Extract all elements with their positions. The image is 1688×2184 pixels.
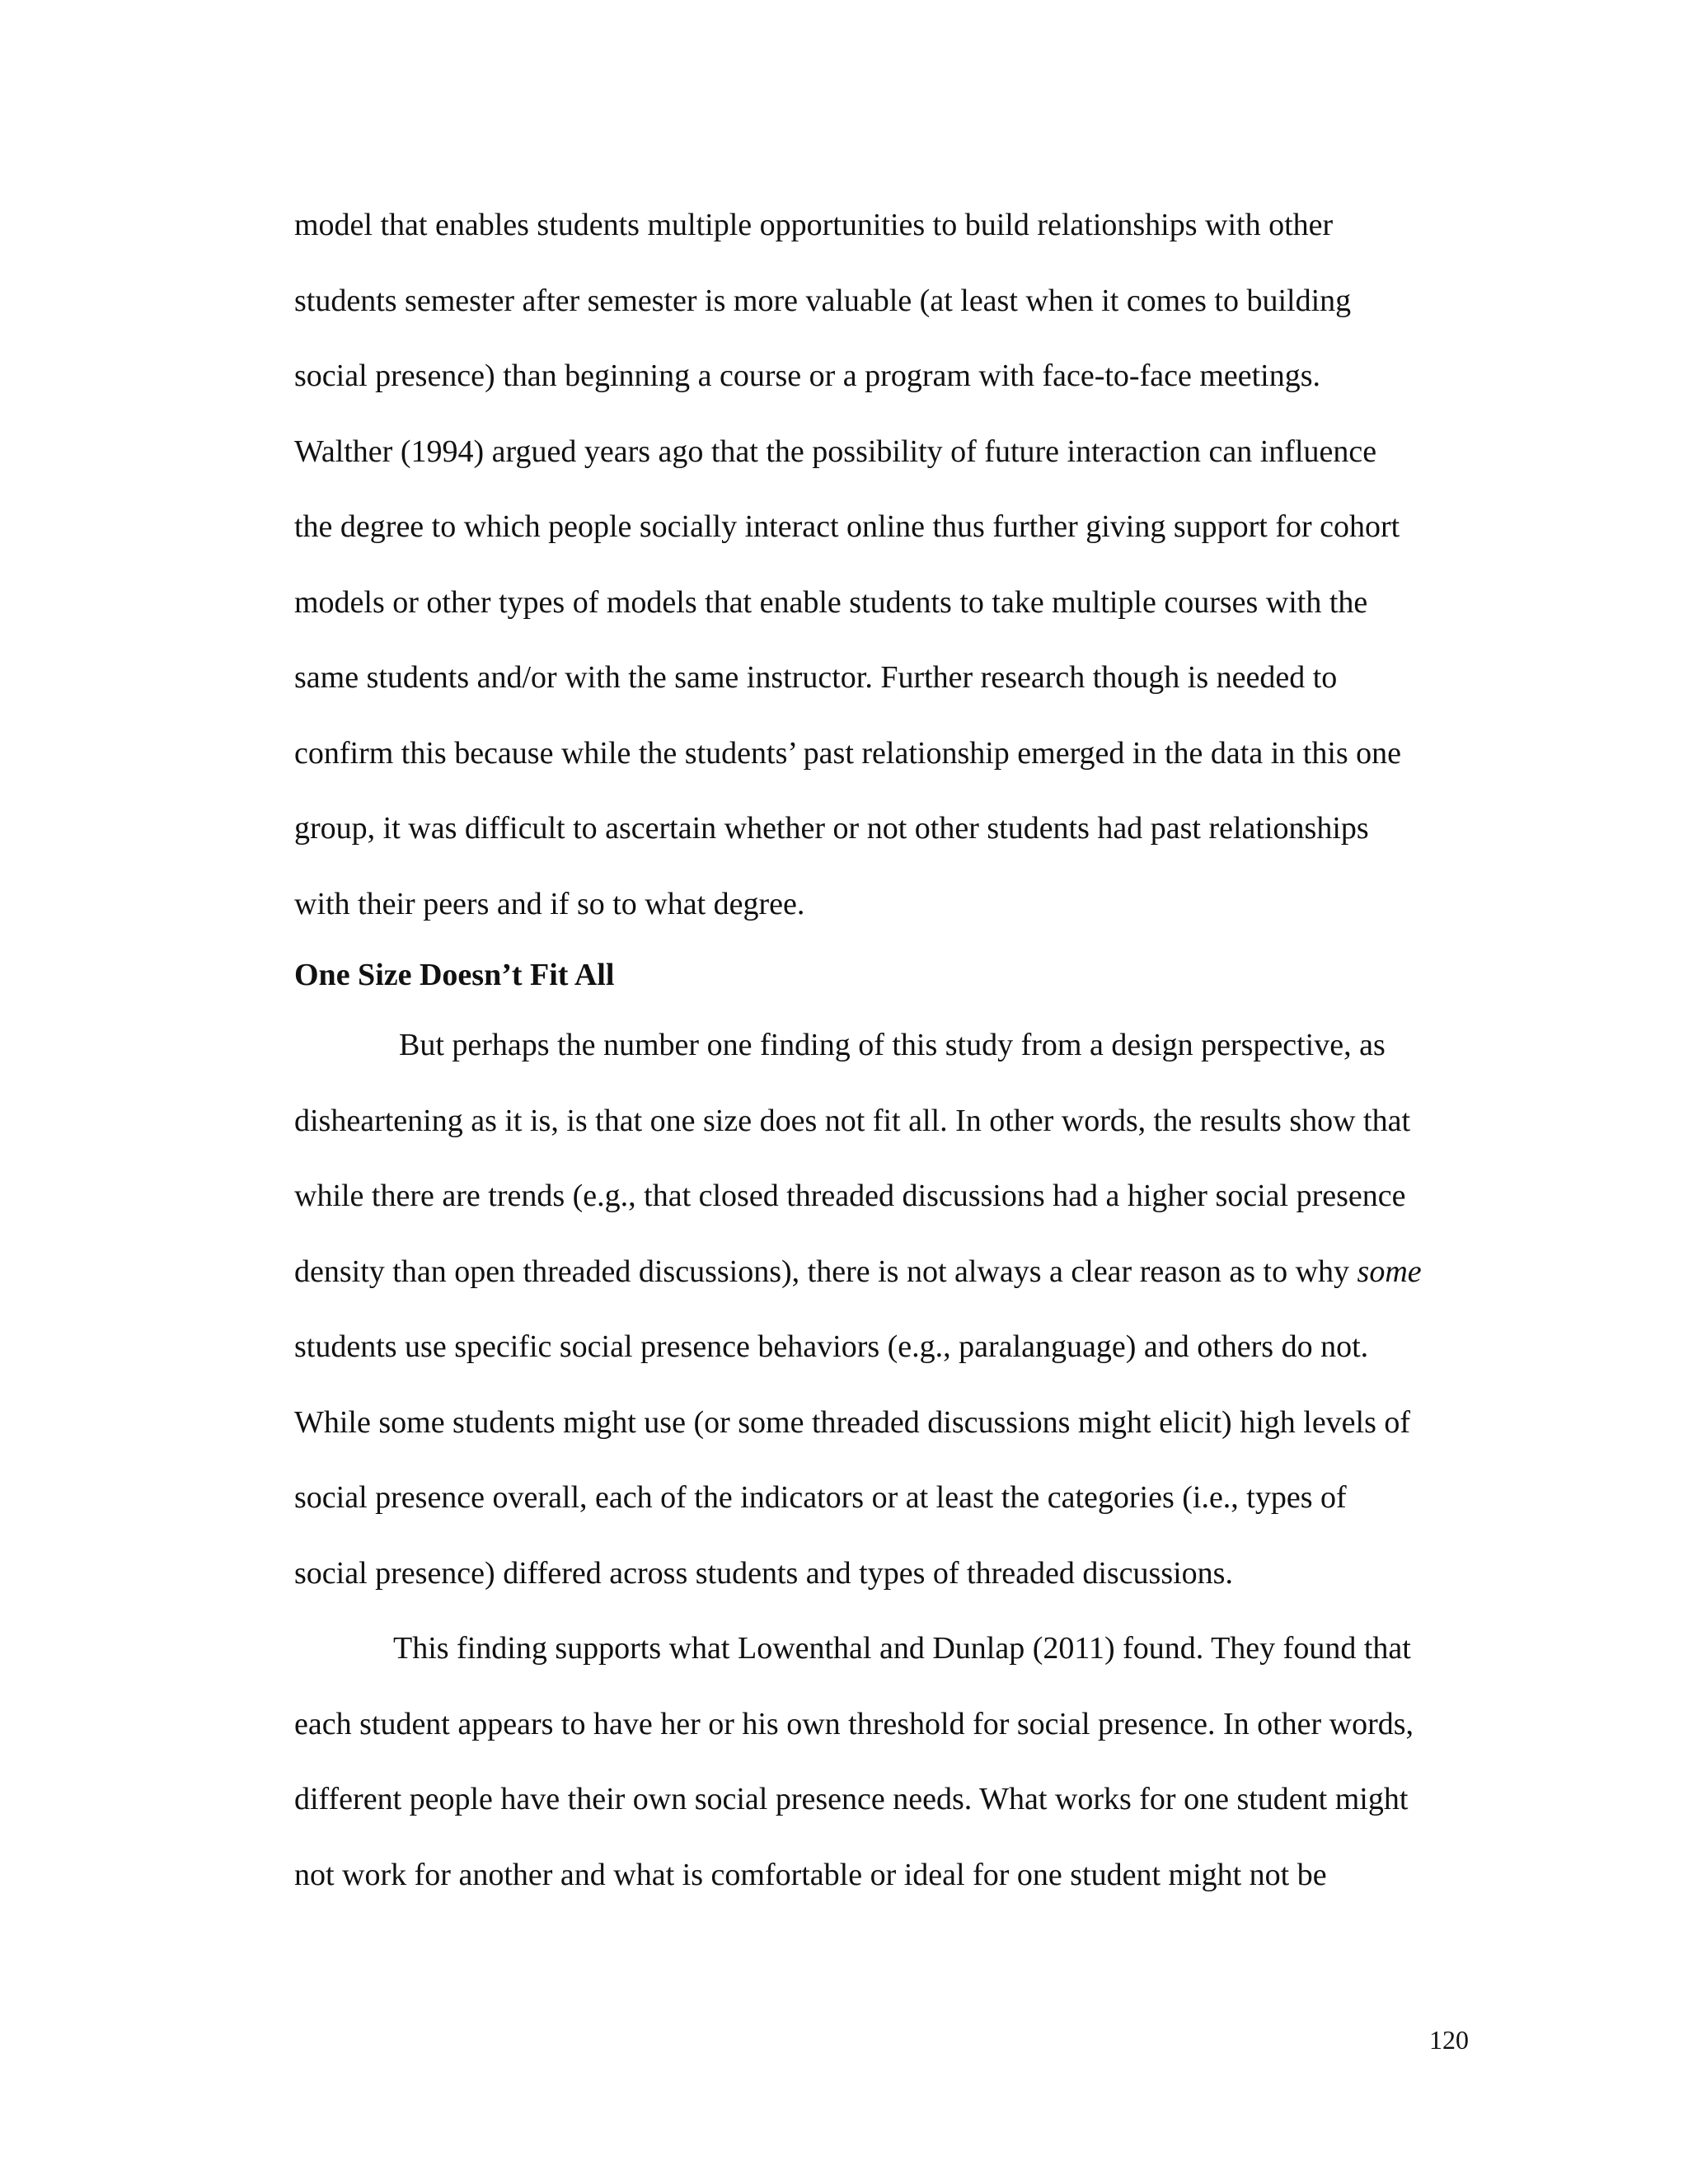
section-heading: One Size Doesn’t Fit All <box>294 958 615 992</box>
text-line: confirm this because while the students’ past relationship emerged in the data in this one <box>294 735 1402 771</box>
text-line: But perhaps the number one finding of this study from a design perspective, as <box>399 1028 1386 1062</box>
text-line: models or other types of models that enable students to take multiple courses with the <box>294 584 1368 620</box>
text-line: Walther (1994) argued years ago that the possibility of future interaction can influence <box>294 434 1377 469</box>
text-line: with their peers and if so to what degree. <box>294 886 805 921</box>
text-line: different people have their own social presence needs. What works for one student might <box>294 1782 1409 1816</box>
text-line: group, it was difficult to ascertain whether or not other students had past relationships <box>294 811 1369 846</box>
text-line: each student appears to have her or his own threshold for social presence. In other words, <box>294 1706 1414 1741</box>
text-line: social presence) than beginning a course or a program with face-to-face meetings. <box>294 359 1321 393</box>
text-line: the degree to which people socially interact online thus further giving support for cohort <box>294 509 1400 544</box>
body-text <box>294 188 1473 1913</box>
text-line: This finding supports what Lowenthal and Dunlap (2011) found. They found that <box>393 1631 1411 1666</box>
text-line: social presence) differed across students and types of threaded discussions. <box>294 1555 1233 1591</box>
text-line <box>294 1235 1473 1310</box>
text-line: social presence overall, each of the indicators or at least the categories (i.e., types of <box>294 1480 1347 1515</box>
text-line: disheartening as it is, is that one size does not fit all. In other words, the results show that <box>294 1103 1411 1138</box>
emphasized-word: some <box>1357 1254 1422 1289</box>
text-line: same students and/or with the same instructor. Further research though is needed to <box>294 660 1338 695</box>
text-line: while there are trends (e.g., that closed threaded discussions had a higher social presence <box>294 1179 1406 1213</box>
text-line: model that enables students multiple opportunities to build relationships with other <box>294 208 1334 242</box>
text-line: While some students might use (or some threaded discussions might elicit) high levels of <box>294 1404 1411 1440</box>
page-number: 120 <box>1429 2025 1469 2055</box>
text-run: density than open threaded discussions), there is not always a clear reason as to why <box>294 1254 1357 1289</box>
text-line: students use specific social presence behaviors (e.g., paralanguage) and others do not. <box>294 1329 1369 1364</box>
text-line: not work for another and what is comfortable or ideal for one student might not be <box>294 1857 1327 1892</box>
text-line: students semester after semester is more valuable (at least when it comes to building <box>294 283 1352 318</box>
